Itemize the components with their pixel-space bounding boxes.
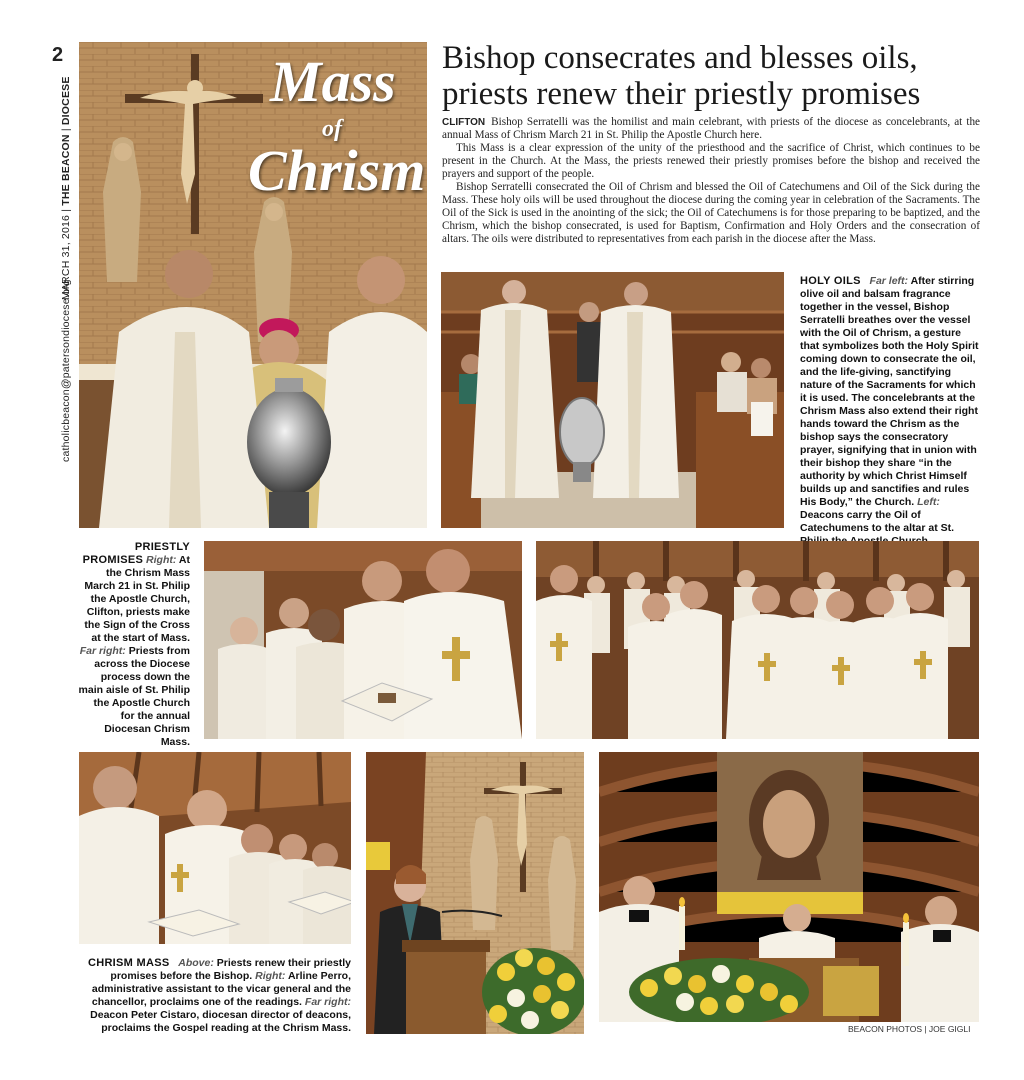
photo-lector-reading (366, 752, 584, 1034)
article-paragraph: This Mass is a clear expression of the unity of the priesthood and the sacrifice of Christ, which continues to be present in the Church. At the Mass, the priests renewed their priestly promises before the bishop and received the prayers and support of the people. (442, 142, 980, 180)
caption-text: Deacons carry the Oil of Catechumens to the altar at St. (800, 509, 955, 534)
photo-credit: BEACON PHOTOS | JOE GIGLI (848, 1024, 971, 1034)
feature-title-mass: Mass (270, 49, 396, 114)
caption-direction: Far left: (869, 275, 909, 287)
caption-priestly-promises (78, 541, 190, 749)
photo-priests-renew-promises (79, 752, 351, 944)
caption-text: Deacon Peter Cistaro, diocesan director of deacons, proclaims the Gospel reading at the Chrism Mass. (90, 1009, 351, 1034)
article-paragraph: Bishop Serratelli consecrated the Oil of Chrism and blessed the Oil of Catechumens and Oil of the Sick during the Mass. These holy oils will be used throughout the diocese during the coming year in celebration of the Sacraments. The Oil of the Sick is used in the anointing of the sick; the Oil of Catechumens is for those preparing to be baptized, and the Chrism, which the bishop consecrated, is used for Baptism, Confirmation and Holy Orders and the consecration of altars. The oils were distributed to representatives from each parish in the diocese after the Mass. (442, 181, 980, 245)
article-dateline: CLIFTON (442, 117, 486, 128)
article-headline (442, 40, 982, 112)
headline-line-2: priests renew their priestly promises (442, 76, 921, 112)
article-paragraph (442, 116, 980, 142)
caption-text: Priests renew their priestly promises before the Bishop. (110, 957, 351, 982)
folio-section: DIOCESE (60, 76, 72, 126)
article-body (442, 116, 980, 246)
photo-priests-procession (536, 541, 979, 739)
feature-title-chrism: Chrism (248, 138, 426, 203)
caption-direction: Left: (917, 496, 940, 508)
photo-deacons-carry-oil (441, 272, 784, 528)
caption-text: At the Chrism Mass March 21 in St. Philip the Apostle Church, Clifton, priests make the Sign of the Cross at the start of Mass. (84, 554, 190, 644)
caption-chrism-mass (79, 957, 351, 1035)
folio-separator: | (60, 128, 72, 132)
folio-email-text[interactable]: catholicbeacon@patersondiocese.org (60, 279, 72, 462)
folio-publication: THE BEACON (60, 134, 72, 206)
caption-text: Priests from across the Diocese process down the main aisle of St. Philip the Apostle Church for the annual Diocesan Chrism Mass. (78, 645, 190, 748)
headline-line-1: Bishop consecrates and blesses oils, (442, 40, 918, 76)
caption-kicker-line-1: PRIESTLY (134, 541, 190, 553)
folio-separator: | (60, 208, 72, 212)
caption-text: Arline Perro, administrative assistant to the vicar general and the chancellor, proclaims one of the readings. (91, 970, 351, 1008)
caption-direction: Far right: (304, 996, 351, 1008)
caption-kicker: CHRISM MASS (87, 957, 170, 969)
caption-kicker: HOLY OILS (800, 275, 861, 287)
caption-direction: Right: (146, 554, 177, 566)
caption-direction: Right: (255, 970, 286, 982)
page-number: 2 (52, 44, 64, 66)
photo-bishop-consecrating-chrism (79, 42, 427, 528)
caption-direction: Above: (178, 957, 214, 969)
caption-direction: Far right: (79, 645, 126, 657)
feature-title-of: of (322, 116, 342, 142)
caption-kicker-line-2: PROMISES (82, 554, 144, 566)
folio-date: MARCH 31, 2016 (60, 214, 72, 300)
photo-deacon-proclaims-gospel (599, 752, 979, 1022)
caption-text: After stirring olive oil and balsam fragrance together in the vessel, Bishop Serratelli breathes over the vessel with the Oil of Chrism, a gesture that symbolizes both the Holy Spirit coming down to consecrate the oil, and the life-giving, sanctifying nature of the Sacraments for which it is used. The concelebrants at the Chrism Mass also extend their right hands toward the Chrism as the bishop says the consecratory prayer, signifying that in union with their bishop they share “in the authority by which Christ Himself builds up and sanctifies and rules His Body,” the Church. (800, 275, 979, 508)
article-paragraph-1-text: Bishop Serratelli was the homilist and main celebrant, with priests of the diocese as concelebrants, at the annual Mass of Chrism March 21 in St. Philip the Apostle Church here. (442, 116, 980, 141)
photo-priests-sign-of-cross (204, 541, 522, 739)
caption-holy-oils (800, 275, 982, 548)
